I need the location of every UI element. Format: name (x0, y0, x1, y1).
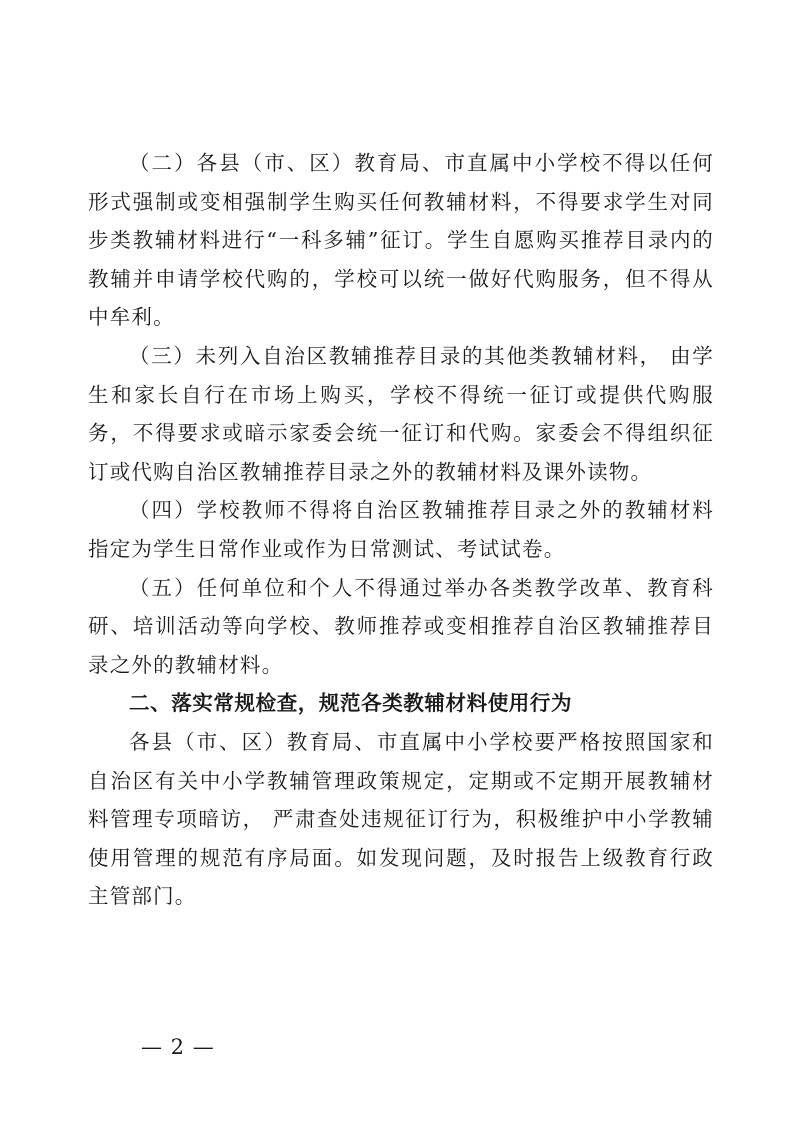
paragraph-item-4: （四）学校教师不得将自治区教辅推荐目录之外的教辅材料指定为学生日常作业或作为日常测试、考试试卷。 (88, 498, 714, 561)
page-number: — 2 — (141, 1035, 215, 1059)
paragraph-item-3: （三）未列入自治区教辅推荐目录的其他类教辅材料， 由学生和家长自行在市场上购买，学校不得统一征订或提供代购服务，不得要求或暗示家委会统一征订和代购。家委会不得组织征订或代购自治区教辅推荐目录之外的教辅材料及课外读物。 (88, 343, 714, 484)
document-body (88, 144, 714, 916)
paragraph-item-2: （二）各县（市、区）教育局、市直属中小学校不得以任何形式强制或变相强制学生购买任何教辅材料，不得要求学生对同步类教辅材料进行“一科多辅”征订。学生自愿购买推荐目录内的教辅并申请学校代购的，学校可以统一做好代购服务，但不得从中牟利。 (88, 151, 714, 330)
section-paragraph: 各县（市、区）教育局、市直属中小学校要严格按照国家和自治区有关中小学教辅管理政策规定，定期或不定期开展教辅材料管理专项暗访， 严肃查处违规征订行为，积极维护中小学教辅使用管理的规范有序局面。如发现问题，及时报告上级教育行政主管部门。 (88, 729, 714, 909)
section-heading: 二、落实常规检查，规范各类教辅材料使用行为 (129, 691, 573, 716)
paragraph-item-5: （五）任何单位和个人不得通过举办各类教学改革、教育科研、培训活动等向学校、教师推荐或变相推荐自治区教辅推荐目录之外的教辅材料。 (88, 575, 714, 677)
